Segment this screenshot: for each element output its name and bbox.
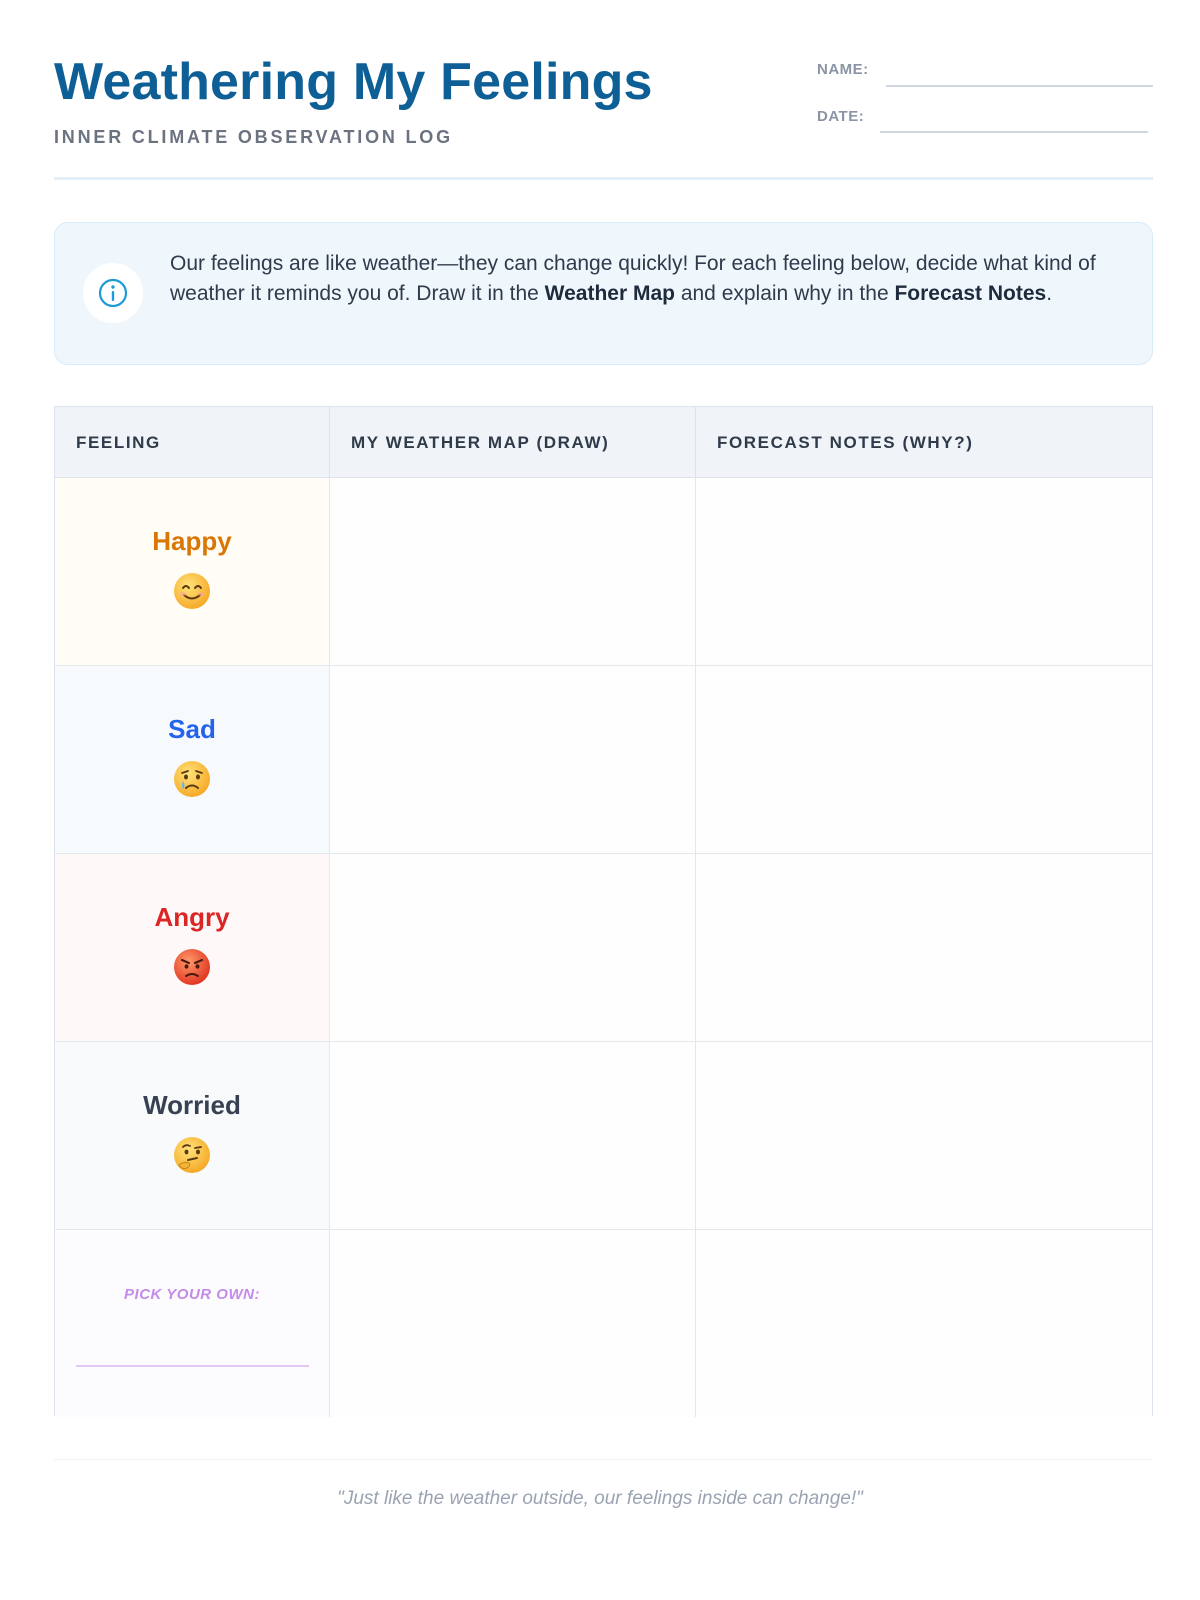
footer-quote: "Just like the weather outside, our feelings inside can change!" xyxy=(337,1488,863,1509)
page-subtitle: INNER CLIMATE OBSERVATION LOG xyxy=(54,127,453,147)
header-divider xyxy=(54,177,1153,180)
forecast-notes-cell[interactable] xyxy=(695,666,1152,853)
table-row-happy xyxy=(55,478,1152,666)
weather-map-cell[interactable] xyxy=(329,666,695,853)
weather-map-cell[interactable] xyxy=(329,1042,695,1229)
feeling-cell xyxy=(55,854,329,1041)
table-row-worried xyxy=(55,1042,1152,1230)
thinking-face-icon xyxy=(172,1135,212,1175)
feeling-label-happy: Happy xyxy=(152,526,232,556)
forecast-notes-cell[interactable] xyxy=(695,854,1152,1041)
name-label: NAME: xyxy=(817,61,869,78)
date-label: DATE: xyxy=(817,108,865,125)
table-row-angry xyxy=(55,854,1152,1042)
column-header-feeling: FEELING xyxy=(76,433,161,452)
custom-feeling-line[interactable] xyxy=(76,1365,309,1367)
feelings-table xyxy=(54,406,1153,1416)
column-header-forecast-notes: FORECAST NOTES (WHY?) xyxy=(695,407,1152,478)
page-title: Weathering My Feelings xyxy=(54,53,653,111)
feeling-label-sad: Sad xyxy=(168,714,216,744)
instructions-text: Our feelings are like weather—they can change quickly! For each feeling below, decide what kind of weather it reminds you of. Draw it in the Weather Map and explain why in the Forecast Notes. xyxy=(170,252,1096,305)
table-row-sad xyxy=(55,666,1152,854)
crying-face-icon xyxy=(172,759,212,799)
pick-your-own-label: PICK YOUR OWN: xyxy=(124,1286,260,1303)
feeling-cell xyxy=(55,666,329,853)
table-row-custom xyxy=(55,1230,1152,1417)
info-icon-badge xyxy=(83,263,143,323)
table-header xyxy=(55,407,1152,478)
info-icon xyxy=(97,277,129,309)
feeling-cell xyxy=(55,1042,329,1229)
instructions-box xyxy=(54,222,1153,365)
name-field-line[interactable] xyxy=(886,85,1153,87)
smiling-face-icon xyxy=(172,571,212,611)
forecast-notes-emphasis: Forecast Notes xyxy=(894,282,1047,305)
weather-map-cell[interactable] xyxy=(329,1230,695,1417)
angry-face-icon xyxy=(172,947,212,987)
feeling-label-worried: Worried xyxy=(143,1090,241,1120)
feeling-cell xyxy=(55,478,329,665)
footer-divider xyxy=(54,1459,1153,1460)
forecast-notes-cell[interactable] xyxy=(695,478,1152,665)
column-header-weather-map: MY WEATHER MAP (DRAW) xyxy=(329,407,695,478)
forecast-notes-cell[interactable] xyxy=(695,1230,1152,1417)
forecast-notes-cell[interactable] xyxy=(695,1042,1152,1229)
date-field-line[interactable] xyxy=(880,131,1148,133)
feeling-cell xyxy=(55,1230,329,1417)
weather-map-cell[interactable] xyxy=(329,854,695,1041)
weather-map-emphasis: Weather Map xyxy=(544,282,675,305)
feeling-label-angry: Angry xyxy=(154,902,230,932)
weather-map-cell[interactable] xyxy=(329,478,695,665)
